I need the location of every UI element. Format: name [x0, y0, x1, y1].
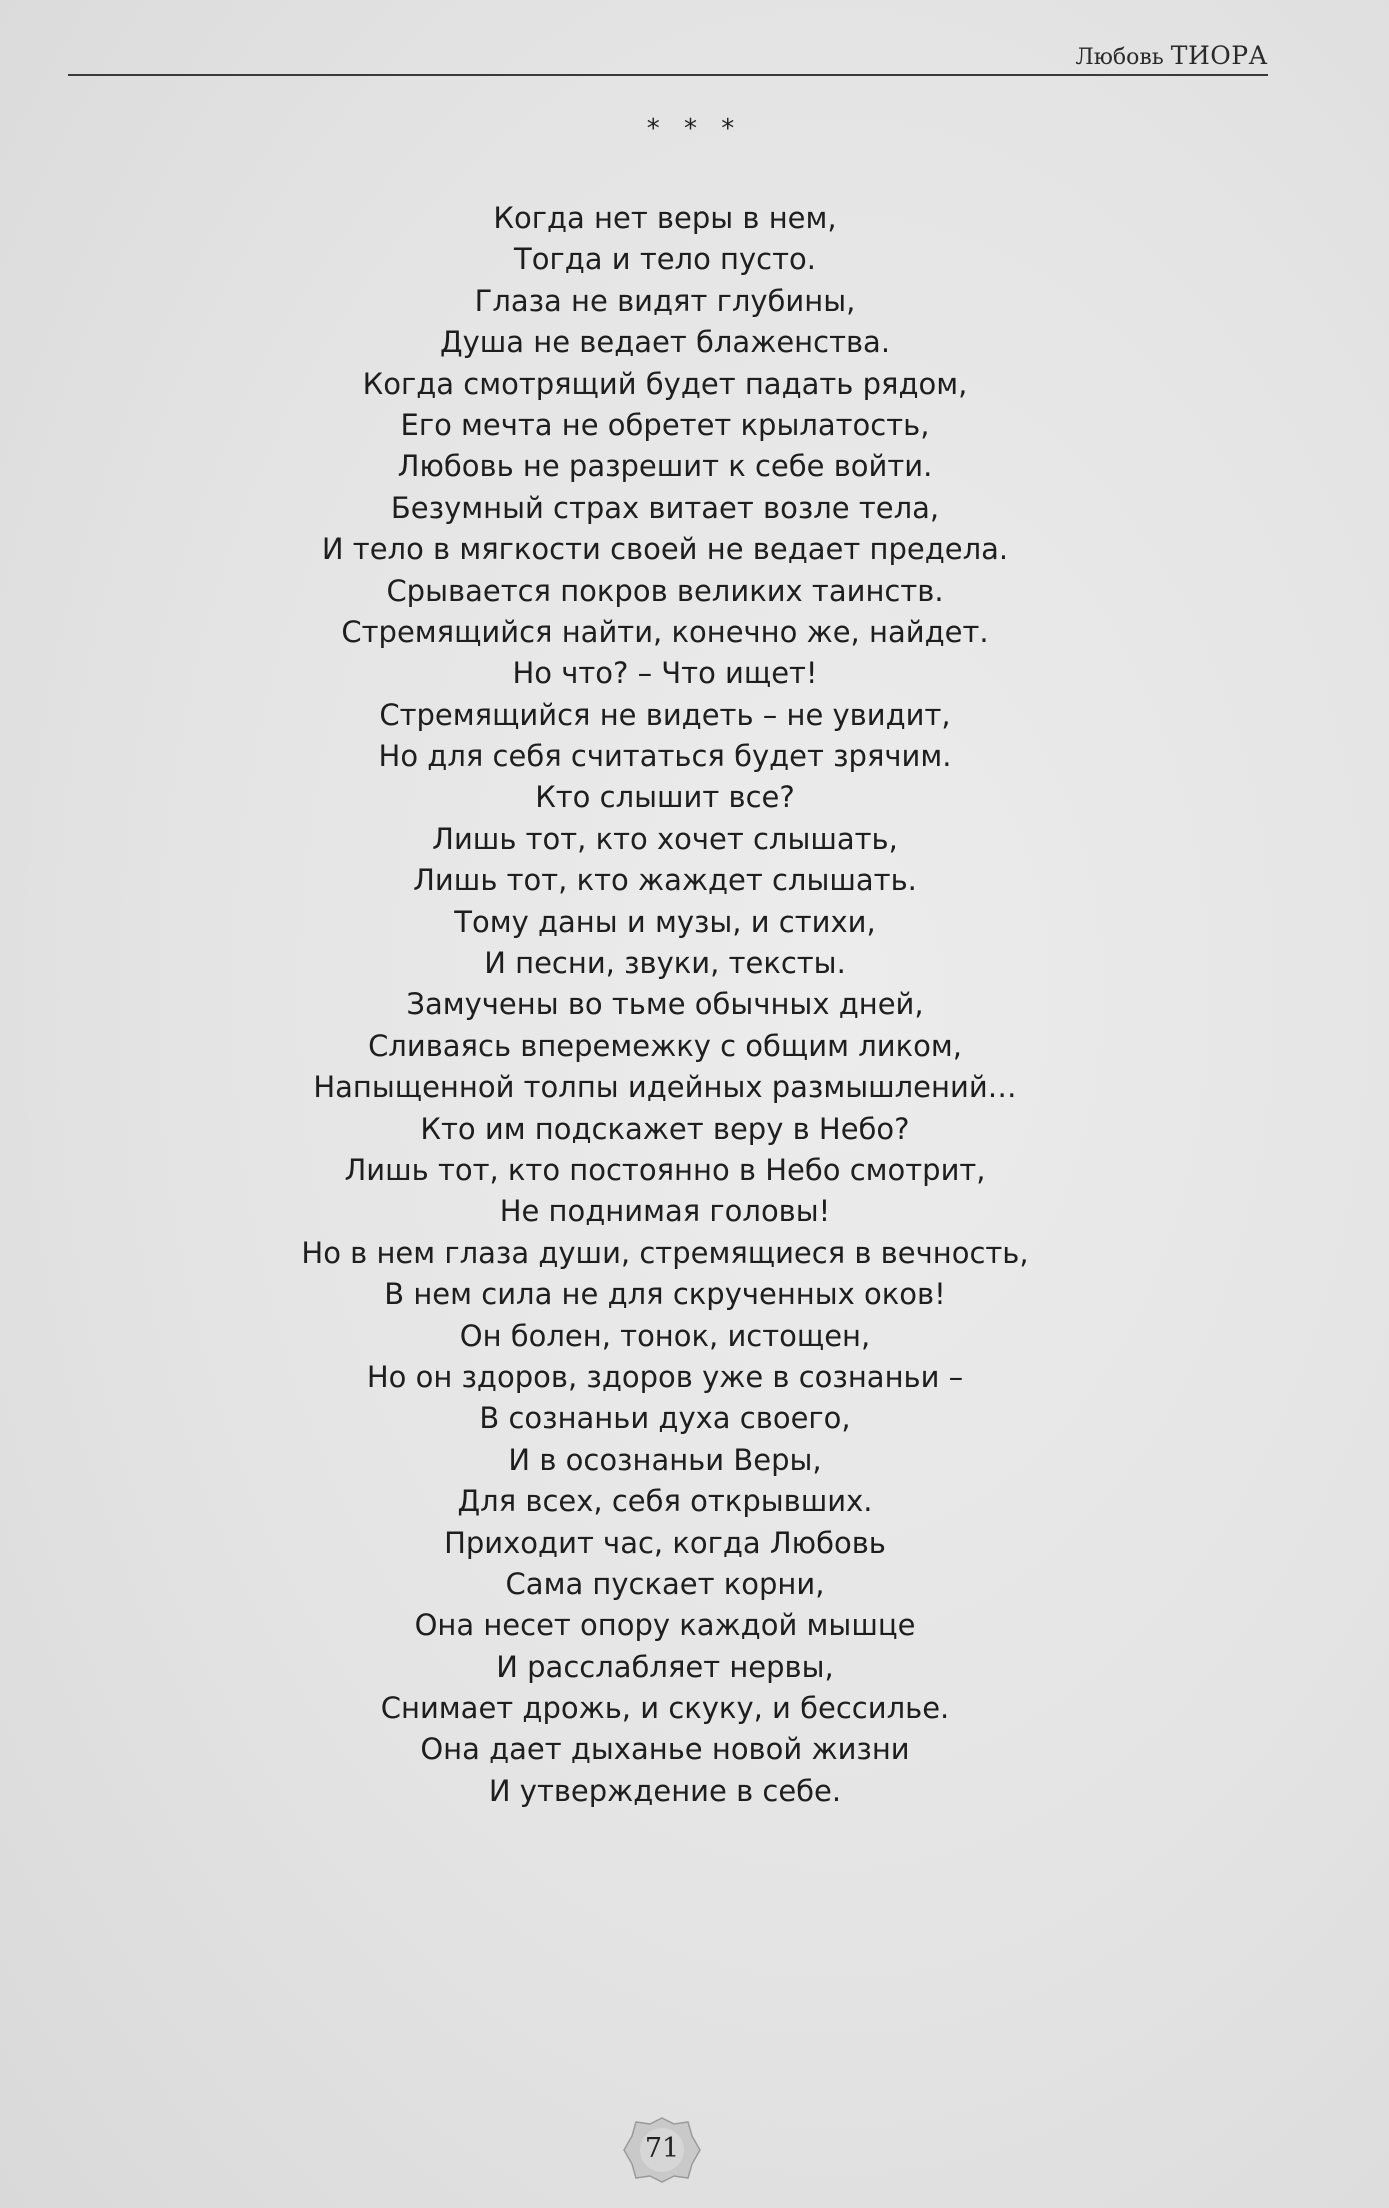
poem-line: Стремящийся найти, конечно же, найдет.	[341, 614, 989, 649]
page-number: 71	[644, 2133, 680, 2164]
poem-line: Снимает дрожь, и скуку, и бессилье.	[380, 1691, 950, 1726]
poem-line: Она несет опору каждой мышце	[414, 1608, 916, 1643]
poem-line: Любовь не разрешит к себе войти.	[397, 449, 933, 484]
poem-line: Сама пускает корни,	[505, 1566, 825, 1601]
author-last-name: ТИОРА	[1170, 41, 1268, 70]
poem-line: Но он здоров, здоров уже в сознаньи –	[366, 1359, 964, 1394]
poem-line: Его мечта не обретет крылатость,	[400, 407, 930, 442]
poem-line: И утверждение в себе.	[488, 1773, 842, 1808]
poem-line: Но для себя считаться будет зрячим.	[378, 739, 952, 774]
poem-line: Но что? – Что ищет!	[512, 656, 818, 691]
poem-line: Душа не ведает блаженства.	[439, 325, 891, 360]
poem-line: В сознаньи духа своего,	[479, 1401, 851, 1436]
poem-line: И в осознаньи Веры,	[508, 1442, 822, 1477]
poem-line: Для всех, себя открывших.	[457, 1484, 873, 1519]
poem-line: Тому даны и музы, и стихи,	[454, 904, 876, 939]
poem-line: Кто им подскажет веру в Небо?	[420, 1111, 910, 1146]
poem	[0, 198, 1330, 1812]
poem-line: Безумный страх витает возле тела,	[390, 490, 940, 525]
poem-line: В нем сила не для скрученных оков!	[384, 1277, 946, 1312]
poem-line: Не поднимая головы!	[499, 1194, 831, 1229]
poem-line: Стремящийся не видеть – не увидит,	[379, 697, 951, 732]
poem-line: Когда смотрящий будет падать рядом,	[362, 366, 968, 401]
poem-line: Приходит час, когда Любовь	[444, 1525, 886, 1560]
poem-line: Напыщенной толпы идейных размышлений…	[313, 1070, 1017, 1105]
poem-line: Когда нет веры в нем,	[493, 201, 837, 235]
poem-line: Но в нем глаза души, стремящиеся в вечность,	[301, 1235, 1029, 1270]
poem-line: Кто слышит все?	[535, 780, 795, 815]
poem-line: Сливаясь вперемежку с общим ликом,	[368, 1028, 962, 1063]
poem-line: Он болен, тонок, истощен,	[459, 1318, 871, 1353]
header-author	[1075, 41, 1268, 70]
page-number-badge	[622, 2116, 702, 2184]
poem-line: Замучены во тьме обычных дней,	[406, 987, 924, 1022]
poem-line: Глаза не видят глубины,	[474, 283, 856, 318]
poem-line: Тогда и тело пусто.	[514, 242, 816, 277]
author-first-name: Любовь	[1075, 45, 1164, 70]
running-header	[68, 40, 1268, 76]
poem-line: И песни, звуки, тексты.	[484, 946, 846, 981]
poem-line: Лишь тот, кто жаждет слышать.	[413, 863, 917, 898]
poem-line: И тело в мягкости своей не ведает предела.	[321, 532, 1009, 567]
section-separator: * * *	[646, 114, 743, 144]
poem-line: Лишь тот, кто хочет слышать,	[432, 821, 898, 856]
poem-line: Срывается покров великих таинств.	[386, 573, 944, 608]
poem-line: Она дает дыханье новой жизни	[420, 1732, 910, 1767]
poem-line: И расслабляет нервы,	[496, 1649, 834, 1684]
poem-line: Лишь тот, кто постоянно в Небо смотрит,	[344, 1152, 986, 1187]
